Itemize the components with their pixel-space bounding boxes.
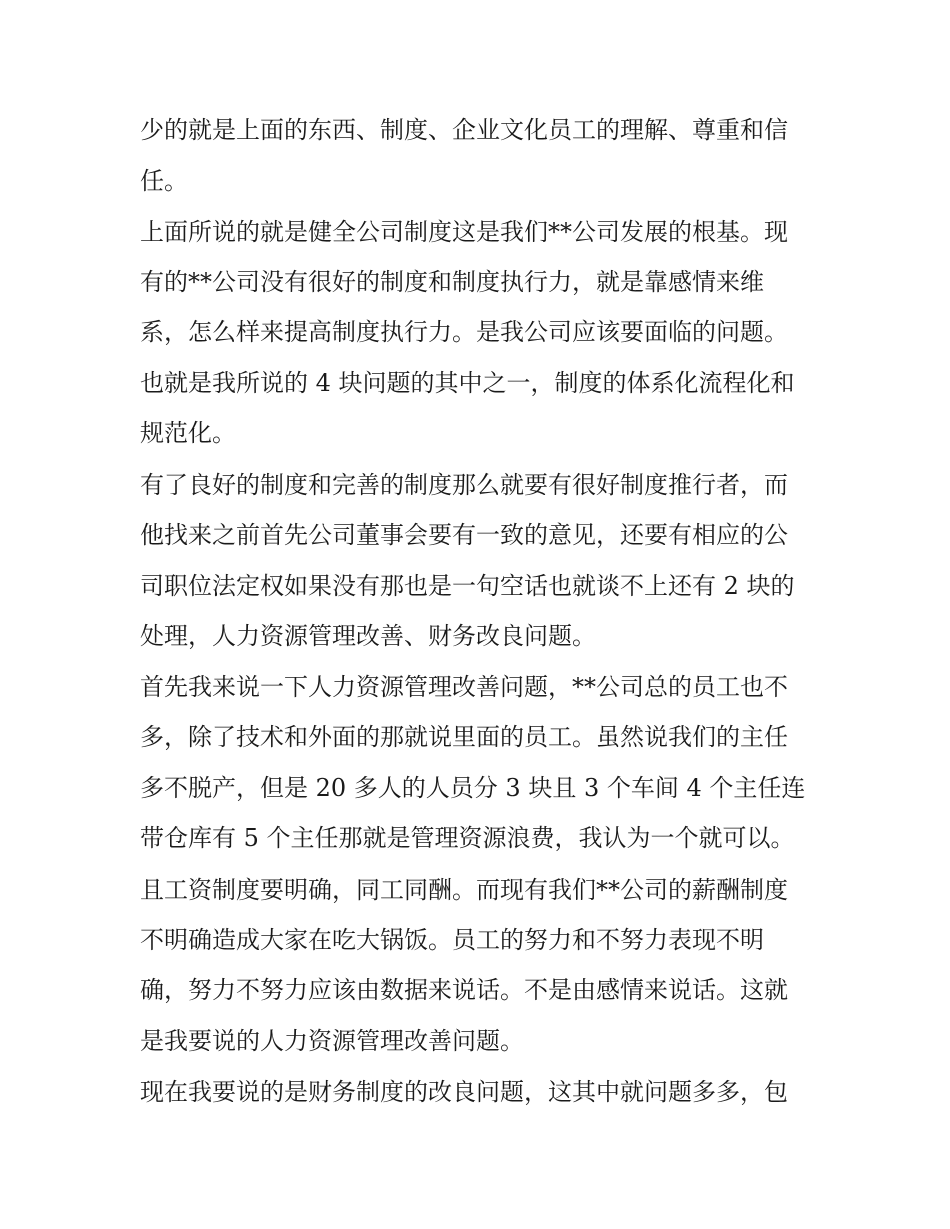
text-line-3: 上面所说的就是健全公司制度这是我们**公司发展的根基。现 xyxy=(140,218,788,246)
text-line-7: 规范化。 xyxy=(140,419,236,447)
text-line-15: 带仓库有 5 个主任那就是管理资源浪费，我认为一个就可以。 xyxy=(140,824,795,852)
text-line-18: 确，努力不努力应该由数据来说话。不是由感情来说话。这就 xyxy=(140,976,788,1004)
text-line-20: 现在我要说的是财务制度的改良问题，这其中就问题多多，包 xyxy=(140,1078,788,1106)
text-line-12: 首先我来说一下人力资源管理改善问题，**公司总的员工也不 xyxy=(140,673,788,701)
text-line-17: 不明确造成大家在吃大锅饭。员工的努力和不努力表现不明 xyxy=(140,926,764,954)
text-line-11: 处理，人力资源管理改善、财务改良问题。 xyxy=(140,622,596,650)
text-line-6: 也就是我所说的 4 块问题的其中之一，制度的体系化流程化和 xyxy=(140,369,795,397)
text-line-19: 是我要说的人力资源管理改善问题。 xyxy=(140,1027,524,1055)
text-line-2: 任。 xyxy=(140,167,188,195)
text-line-16: 且工资制度要明确，同工同酬。而现有我们**公司的薪酬制度 xyxy=(140,876,788,904)
text-line-13: 多，除了技术和外面的那就说里面的员工。虽然说我们的主任 xyxy=(140,723,788,751)
text-line-5: 系，怎么样来提高制度执行力。是我公司应该要面临的问题。 xyxy=(140,318,788,346)
text-line-10: 司职位法定权如果没有那也是一句空话也就谈不上还有 2 块的 xyxy=(140,572,795,600)
text-line-1: 少的就是上面的东西、制度、企业文化员工的理解、尊重和信 xyxy=(140,116,788,144)
text-line-9: 他找来之前首先公司董事会要有一致的意见，还要有相应的公 xyxy=(140,521,788,549)
text-line-8: 有了良好的制度和完善的制度那么就要有很好制度推行者，而 xyxy=(140,471,788,499)
text-line-14: 多不脱产，但是 20 多人的人员分 3 块且 3 个车间 4 个主任连 xyxy=(140,774,806,802)
text-line-4: 有的**公司没有很好的制度和制度执行力，就是靠感情来维 xyxy=(140,268,764,296)
